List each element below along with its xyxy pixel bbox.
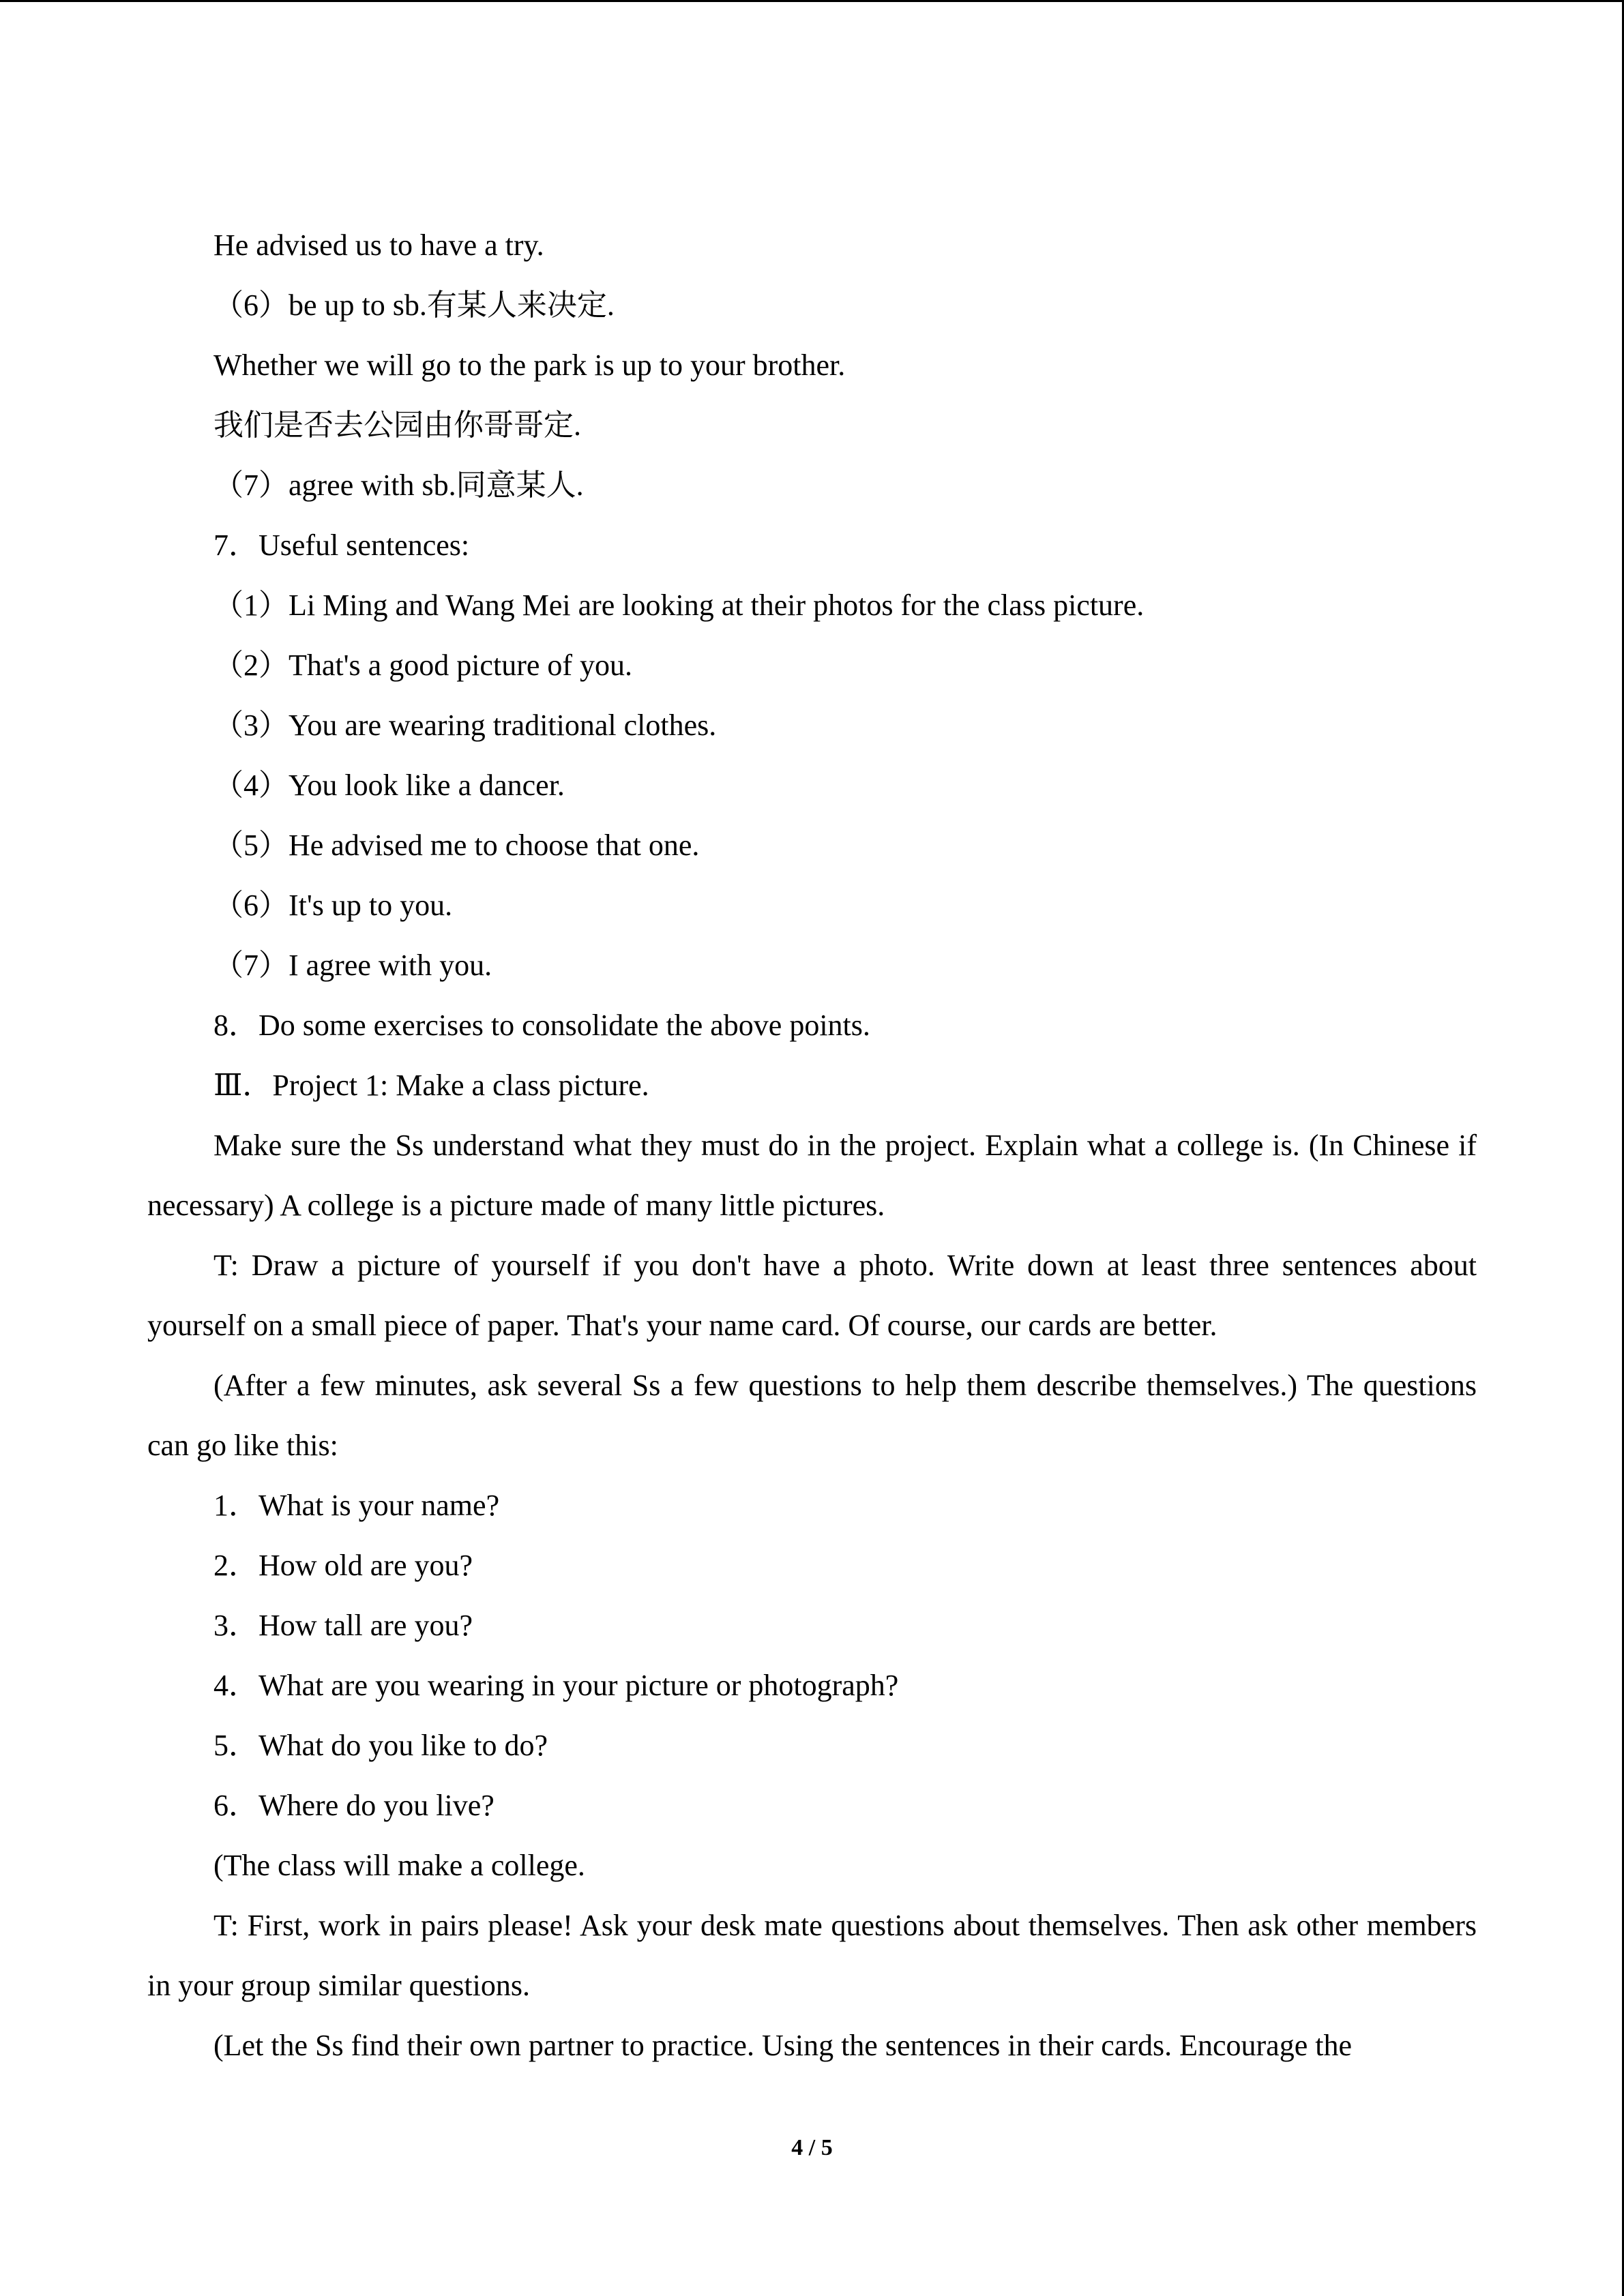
text-line: (The class will make a college. [213, 1849, 585, 1882]
paragraph-pair-work: T: First, work in pairs please! Ask your desk mate questions about themselves. Then ask other members in your group similar questions. [147, 1909, 1477, 2002]
question-item: 3．How tall are you? [213, 1609, 473, 1642]
example-translation: 我们是否去公园由你哥哥定. [213, 408, 581, 442]
phrase-item: （6）be up to sb.有某人来决定. [213, 288, 615, 322]
useful-sentence: （3）You are wearing traditional clothes. [213, 709, 717, 742]
section-heading: 7．Useful sentences: [213, 528, 470, 562]
useful-sentence: （7）I agree with you. [213, 949, 492, 982]
document-body [147, 215, 1477, 2076]
question-item: 2．How old are you? [213, 1549, 473, 1582]
useful-sentence: （5）He advised me to choose that one. [213, 829, 700, 862]
useful-sentence: （4）You look like a dancer. [213, 769, 565, 802]
page-border-top [0, 0, 1624, 2]
paragraph-project-intro: Make sure the Ss understand what they must do in the project. Explain what a college is. (In Chinese if necessary) A college is a picture made of many little pictures. [147, 1129, 1477, 1222]
phrase-item: （7）agree with sb.同意某人. [213, 468, 584, 502]
section-heading: 8．Do some exercises to consolidate the above points. [213, 1009, 870, 1042]
example-sentence: Whether we will go to the park is up to your brother. [213, 348, 846, 382]
question-item: 5．What do you like to do? [213, 1729, 548, 1762]
question-item: 6．Where do you live? [213, 1789, 494, 1822]
useful-sentence: （6）It's up to you. [213, 889, 453, 922]
useful-sentence: （1）Li Ming and Wang Mei are looking at their photos for the class picture. [213, 588, 1145, 622]
paragraph-partial: (Let the Ss find their own partner to practice. Using the sentences in their cards. Encourage the [213, 2029, 1352, 2062]
paragraph-questions-intro: (After a few minutes, ask several Ss a few questions to help them describe themselves.) The questions can go like this: [147, 1369, 1477, 1462]
text-line: He advised us to have a try. [213, 228, 544, 262]
question-item: 4．What are you wearing in your picture or photograph? [213, 1669, 899, 1702]
page-number: 4 / 5 [791, 2135, 833, 2160]
paragraph-teacher-instruction: T: Draw a picture of yourself if you don't have a photo. Write down at least three sentences about yourself on a small piece of paper. That's your name card. Of course, our cards are better. [147, 1249, 1477, 1342]
useful-sentence: （2）That's a good picture of you. [213, 648, 633, 682]
question-item: 1．What is your name? [213, 1489, 500, 1522]
project-heading: Ⅲ．Project 1: Make a class picture. [213, 1069, 649, 1102]
